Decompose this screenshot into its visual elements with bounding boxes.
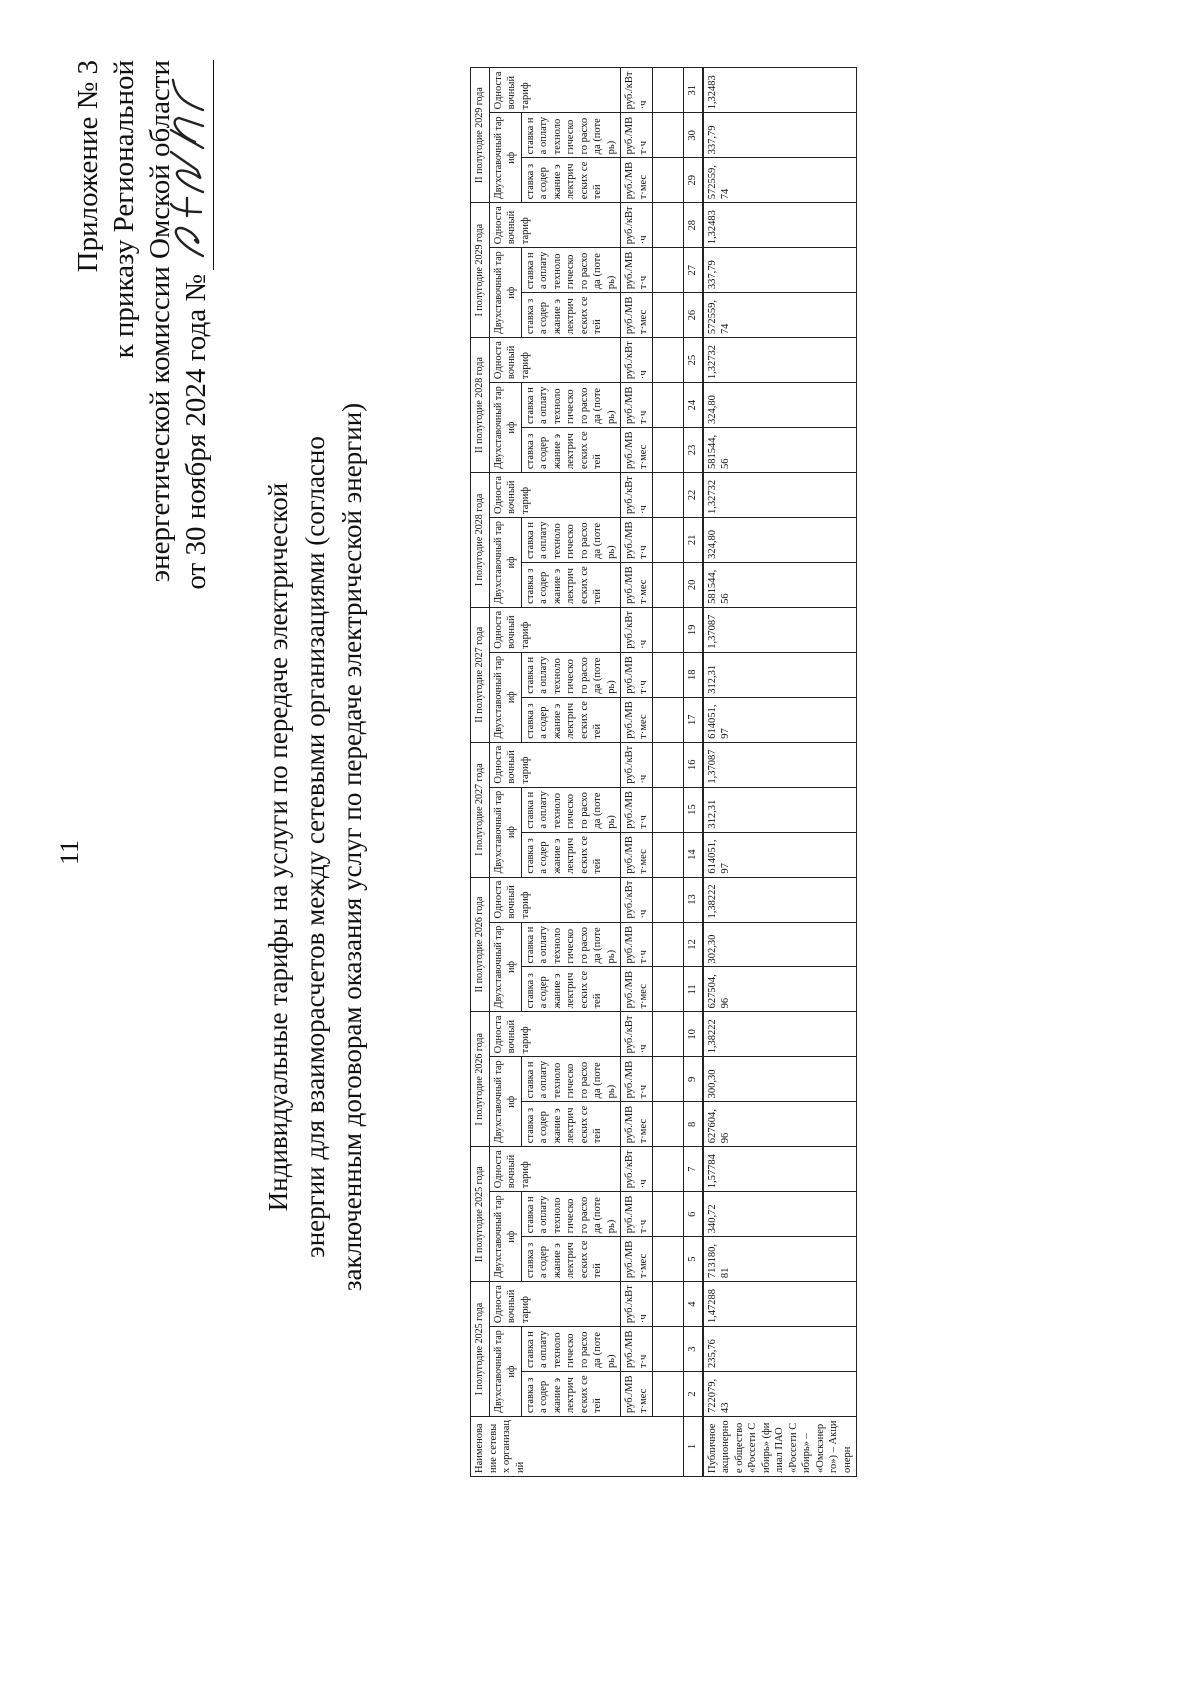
two-part-tariff-header: Двухставочный тариф: [489, 787, 521, 877]
document-title: [260, 397, 371, 1297]
unit-mwh: руб./МВт·ч: [621, 1327, 653, 1372]
one-part-tariff-header: Одноставочный тариф: [489, 338, 621, 383]
tariff-table-body: [471, 68, 857, 1477]
organization-name: Публичное акционерное общество «Россети Сибирь» (филиал ПАО «Россети Сибирь» – «Омскэнерго») – Акционерн: [703, 1417, 857, 1477]
one-part-tariff-header: Одноставочный тариф: [489, 68, 621, 113]
maintenance-rate-header: ставка за содержание электрических сетей: [521, 1102, 621, 1147]
unit-mwh: руб./МВт·ч: [621, 248, 653, 293]
column-number: 4: [684, 1282, 703, 1327]
blank-cell: [653, 68, 684, 113]
maintenance-rate-header: ставка за содержание электрических сетей: [521, 158, 621, 203]
unit-mw-month: руб./МВт·мес: [621, 293, 653, 338]
column-number: 31: [684, 68, 703, 113]
tariff-value: 713180,81: [703, 1237, 857, 1282]
two-part-tariff-header: Двухставочный тариф: [489, 652, 521, 742]
one-part-tariff-header: Одноставочный тариф: [489, 1147, 621, 1192]
period-header: I полугодие 2025 года: [471, 1282, 490, 1417]
blank-cell: [653, 1327, 684, 1372]
blank-cell: [653, 1282, 684, 1327]
blank-cell: [653, 338, 684, 383]
tariff-value: 627604,96: [703, 1102, 857, 1147]
period-header: I полугодие 2026 года: [471, 1012, 490, 1147]
appendix-line-3: энергетической комиссии Омской области: [144, 60, 176, 583]
column-number: 1: [684, 1417, 703, 1477]
one-part-tariff-header: Одноставочный тариф: [489, 742, 621, 787]
blank-cell: [653, 652, 684, 697]
tariff-value: 302,30: [703, 922, 857, 967]
unit-mw-month: руб./МВт·мес: [621, 158, 653, 203]
unit-mwh: руб./МВт·ч: [621, 113, 653, 158]
tariff-value: 1,32483: [703, 203, 857, 248]
unit-mw-month: руб./МВт·мес: [621, 1102, 653, 1147]
column-number: 12: [684, 922, 703, 967]
blank-cell: [653, 877, 684, 922]
tariff-value: 722079,43: [703, 1372, 857, 1417]
blank-cell: [653, 1147, 684, 1192]
tariff-value: 581544,56: [703, 562, 857, 607]
tariff-value: 1,32732: [703, 338, 857, 383]
tariff-value: 1,47288: [703, 1282, 857, 1327]
unit-kwh: руб./кВт·ч: [621, 472, 653, 517]
column-number: 27: [684, 248, 703, 293]
unit-kwh: руб./кВт·ч: [621, 1282, 653, 1327]
name-column-header: Наименование сетевых организаций: [471, 1417, 684, 1477]
column-number: 11: [684, 967, 703, 1012]
one-part-tariff-header: Одноставочный тариф: [489, 472, 621, 517]
unit-kwh: руб./кВт·ч: [621, 607, 653, 652]
maintenance-rate-header: ставка за содержание электрических сетей: [521, 697, 621, 742]
column-number: 28: [684, 203, 703, 248]
two-part-tariff-header: Двухставочный тариф: [489, 1057, 521, 1147]
blank-cell: [653, 1102, 684, 1147]
unit-kwh: руб./кВт·ч: [621, 1012, 653, 1057]
appendix-line-2: к приказу Региональной: [108, 60, 140, 359]
column-number: 7: [684, 1147, 703, 1192]
column-number: 20: [684, 562, 703, 607]
tariff-value: 235,76: [703, 1327, 857, 1372]
unit-mwh: руб./МВт·ч: [621, 787, 653, 832]
loss-rate-header: ставка на оплату технологического расхода (потерь): [521, 517, 621, 562]
period-header: I полугодие 2029 года: [471, 203, 490, 338]
title-line-2: энергии для взаиморасчетов между сетевыми организациями (согласно: [300, 436, 330, 1258]
appendix-block: [70, 60, 214, 590]
loss-rate-header: ставка на оплату технологического расхода (потерь): [521, 1057, 621, 1102]
unit-mwh: руб./МВт·ч: [621, 922, 653, 967]
unit-mwh: руб./МВт·ч: [621, 652, 653, 697]
appendix-line-4: [178, 60, 214, 590]
tariff-value: 1,38222: [703, 1012, 857, 1057]
column-number: 13: [684, 877, 703, 922]
column-number: 17: [684, 697, 703, 742]
blank-cell: [653, 562, 684, 607]
unit-mw-month: руб./МВт·мес: [621, 428, 653, 473]
blank-cell: [653, 697, 684, 742]
tariff-value: 1,32732: [703, 472, 857, 517]
blank-cell: [653, 787, 684, 832]
appendix-date-label: от 30 ноября 2024 года №: [180, 274, 212, 590]
column-number: 22: [684, 472, 703, 517]
maintenance-rate-header: ставка за содержание электрических сетей: [521, 293, 621, 338]
period-header: II полугодие 2029 года: [471, 68, 490, 203]
tariff-value: 572559,74: [703, 158, 857, 203]
unit-kwh: руб./кВт·ч: [621, 338, 653, 383]
maintenance-rate-header: ставка за содержание электрических сетей: [521, 1237, 621, 1282]
two-part-tariff-header: Двухставочный тариф: [489, 1192, 521, 1282]
column-number: 9: [684, 1057, 703, 1102]
column-number: 23: [684, 428, 703, 473]
blank-cell: [653, 113, 684, 158]
column-number: 2: [684, 1372, 703, 1417]
tariff-value: 337,79: [703, 248, 857, 293]
maintenance-rate-header: ставка за содержание электрических сетей: [521, 832, 621, 877]
blank-cell: [653, 1012, 684, 1057]
loss-rate-header: ставка на оплату технологического расхода (потерь): [521, 248, 621, 293]
loss-rate-header: ставка на оплату технологического расхода (потерь): [521, 922, 621, 967]
column-number: 5: [684, 1237, 703, 1282]
column-number: 14: [684, 832, 703, 877]
handwritten-order-number: [165, 60, 209, 270]
period-header: I полугодие 2027 года: [471, 742, 490, 877]
blank-cell: [653, 1372, 684, 1417]
tariff-value: 1,37087: [703, 607, 857, 652]
tariff-value: 627504,96: [703, 967, 857, 1012]
unit-kwh: руб./кВт·ч: [621, 742, 653, 787]
tariff-value: 581544,56: [703, 428, 857, 473]
maintenance-rate-header: ставка за содержание электрических сетей: [521, 967, 621, 1012]
two-part-tariff-header: Двухставочный тариф: [489, 517, 521, 607]
blank-cell: [653, 1237, 684, 1282]
period-header: II полугодие 2026 года: [471, 877, 490, 1012]
tariff-value: 324,80: [703, 383, 857, 428]
tariff-value: 312,31: [703, 652, 857, 697]
unit-mw-month: руб./МВт·мес: [621, 1372, 653, 1417]
blank-cell: [653, 1192, 684, 1237]
loss-rate-header: ставка на оплату технологического расхода (потерь): [521, 113, 621, 158]
tariff-value: 1,38222: [703, 877, 857, 922]
tariff-value: 572559,74: [703, 293, 857, 338]
tariff-value: 337,79: [703, 113, 857, 158]
blank-cell: [653, 517, 684, 562]
period-header: II полугодие 2028 года: [471, 338, 490, 473]
column-number: 16: [684, 742, 703, 787]
two-part-tariff-header: Двухставочный тариф: [489, 922, 521, 1012]
unit-kwh: руб./кВт·ч: [621, 68, 653, 113]
blank-cell: [653, 922, 684, 967]
column-number: 29: [684, 158, 703, 203]
two-part-tariff-header: Двухставочный тариф: [489, 383, 521, 473]
tariff-value: 324,80: [703, 517, 857, 562]
maintenance-rate-header: ставка за содержание электрических сетей: [521, 428, 621, 473]
unit-mw-month: руб./МВт·мес: [621, 697, 653, 742]
tariff-value: 340,72: [703, 1192, 857, 1237]
column-number: 15: [684, 787, 703, 832]
unit-mwh: руб./МВт·ч: [621, 1192, 653, 1237]
tariff-type-row: [489, 68, 521, 1477]
maintenance-rate-header: ставка за содержание электрических сетей: [521, 1372, 621, 1417]
title-line-3: заключенным договорам оказания услуг по передаче электрической энергии): [337, 402, 367, 1292]
table-row: [703, 68, 857, 1477]
unit-mw-month: руб./МВт·мес: [621, 832, 653, 877]
two-part-tariff-header: Двухставочный тариф: [489, 113, 521, 203]
column-number: 3: [684, 1327, 703, 1372]
column-number-row: [684, 68, 703, 1477]
column-number: 24: [684, 383, 703, 428]
blank-cell: [653, 248, 684, 293]
tariff-value: 614051,97: [703, 832, 857, 877]
loss-rate-header: ставка на оплату технологического расхода (потерь): [521, 787, 621, 832]
column-number: 30: [684, 113, 703, 158]
tariff-value: 312,31: [703, 787, 857, 832]
period-header: I полугодие 2028 года: [471, 472, 490, 607]
blank-cell: [653, 472, 684, 517]
unit-mw-month: руб./МВт·мес: [621, 562, 653, 607]
column-number: 25: [684, 338, 703, 383]
loss-rate-header: ставка на оплату технологического расхода (потерь): [521, 1327, 621, 1372]
unit-mwh: руб./МВт·ч: [621, 383, 653, 428]
appendix-line-1: Приложение № 3: [72, 60, 104, 273]
tariff-value: 1,32483: [703, 68, 857, 113]
blank-row: [653, 68, 684, 1477]
blank-cell: [653, 1057, 684, 1102]
unit-mw-month: руб./МВт·мес: [621, 1237, 653, 1282]
loss-rate-header: ставка на оплату технологического расхода (потерь): [521, 383, 621, 428]
loss-rate-header: ставка на оплату технологического расхода (потерь): [521, 652, 621, 697]
order-number-field: [181, 60, 214, 270]
units-row: [621, 68, 653, 1477]
tariff-value: 1,37087: [703, 742, 857, 787]
blank-cell: [653, 158, 684, 203]
unit-mwh: руб./МВт·ч: [621, 1057, 653, 1102]
blank-cell: [653, 383, 684, 428]
column-number: 21: [684, 517, 703, 562]
one-part-tariff-header: Одноставочный тариф: [489, 203, 621, 248]
blank-cell: [653, 428, 684, 473]
tariff-table: [470, 67, 857, 1477]
blank-cell: [653, 203, 684, 248]
title-line-1: Индивидуальные тарифы на услуги по передаче электрической: [263, 482, 293, 1212]
unit-kwh: руб./кВт·ч: [621, 1147, 653, 1192]
blank-cell: [653, 607, 684, 652]
blank-cell: [653, 967, 684, 1012]
column-number: 18: [684, 652, 703, 697]
period-header: II полугодие 2027 года: [471, 607, 490, 742]
tariff-value: 1,57784: [703, 1147, 857, 1192]
two-part-tariff-header: Двухставочный тариф: [489, 1327, 521, 1417]
unit-kwh: руб./кВт·ч: [621, 203, 653, 248]
one-part-tariff-header: Одноставочный тариф: [489, 877, 621, 922]
unit-mwh: руб./МВт·ч: [621, 517, 653, 562]
column-number: 6: [684, 1192, 703, 1237]
column-number: 10: [684, 1012, 703, 1057]
tariff-value: 614051,97: [703, 697, 857, 742]
unit-mw-month: руб./МВт·мес: [621, 967, 653, 1012]
one-part-tariff-header: Одноставочный тариф: [489, 607, 621, 652]
two-part-tariff-header: Двухставочный тариф: [489, 248, 521, 338]
column-number: 8: [684, 1102, 703, 1147]
maintenance-rate-header: ставка за содержание электрических сетей: [521, 562, 621, 607]
column-number: 19: [684, 607, 703, 652]
blank-cell: [653, 293, 684, 338]
column-number: 26: [684, 293, 703, 338]
period-header: II полугодие 2025 года: [471, 1147, 490, 1282]
tariff-value: 300,30: [703, 1057, 857, 1102]
one-part-tariff-header: Одноставочный тариф: [489, 1282, 621, 1327]
one-part-tariff-header: Одноставочный тариф: [489, 1012, 621, 1057]
unit-kwh: руб./кВт·ч: [621, 877, 653, 922]
loss-rate-header: ставка на оплату технологического расхода (потерь): [521, 1192, 621, 1237]
blank-cell: [653, 742, 684, 787]
blank-cell: [653, 832, 684, 877]
period-header-row: [471, 68, 490, 1477]
page-number: 11: [55, 839, 84, 865]
